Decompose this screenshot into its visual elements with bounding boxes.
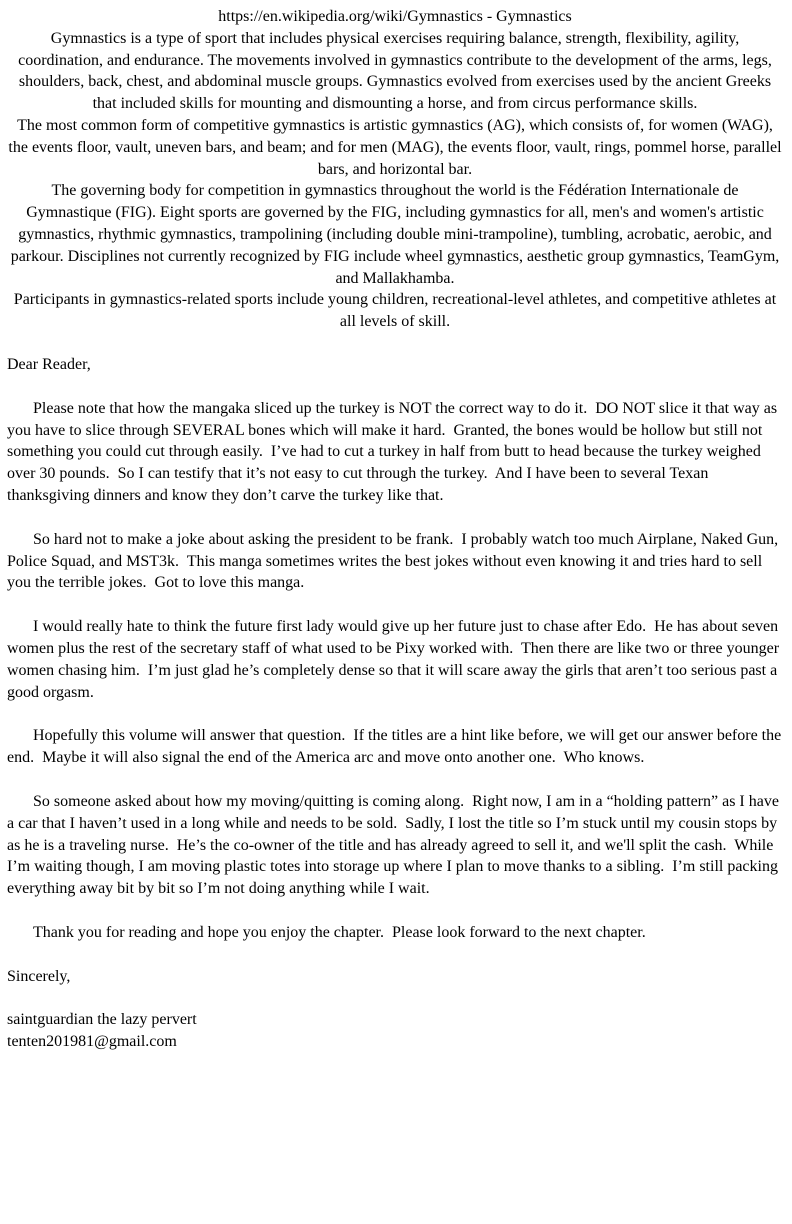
letter-paragraph-first-lady: I would really hate to think the future first lady would give up her future just to chase after Edo. He has about seven women plus the rest of the secretary staff of what used to be Pixy worked with. Then there are like two or three younger women chasing him. I’m just glad he’s completely dense so that it will scare away the girls that aren’t too serious past a good orgasm.: [7, 618, 784, 701]
wikipedia-excerpt: [7, 6, 786, 333]
author-letter: [7, 354, 786, 1053]
letter-paragraph-jokes: So hard not to make a joke about asking the president to be frank. I probably watch too much Airplane, Naked Gun, Police Squad, and MST3k. This manga sometimes writes the best jokes without even knowing it and tries hard to sell you the terrible jokes. Got to love this manga.: [7, 530, 783, 592]
wiki-paragraph-3: The governing body for competition in gymnastics throughout the world is the Fédération Internationale de Gymnastique (FIG). Eight sports are governed by the FIG, including gymnastics for all, men's and women's artistic gymnastics, rhythmic gymnastics, trampolining (including double mini-trampoline), tumbling, acrobatic, aerobic, and parkour. Disciplines not currently recognized by FIG include wheel gymnastics, aesthetic group gymnastics, TeamGym, and Mallakhamba.: [10, 182, 784, 287]
letter-paragraph-turkey: Please note that how the mangaka sliced up the turkey is NOT the correct way to do it. DO NOT slice it that way as you have to slice through SEVERAL bones which will make it hard. Granted, the bones would be hollow but still not something you could cut through easily. I’ve had to cut a turkey in half from butt to head because the turkey weighed over 30 pounds. So I can testify that it’s not easy to cut through the turkey. And I have been to several Texan thanksgiving dinners and know they don’t carve the turkey like that.: [7, 399, 782, 504]
closing: Sincerely,: [7, 967, 71, 985]
signature-email: tenten201981@gmail.com: [7, 1033, 177, 1051]
letter-paragraph-moving: So someone asked about how my moving/quitting is coming along. Right now, I am in a “holding pattern” as I have a car that I haven’t used in a long while and needs to be sold. Sadly, I lost the title so I’m stuck until my cousin stops by as he is a traveling nurse. He’s the co-owner of the title and has already agreed to sell it, and we'll split the cash. While I’m waiting though, I am moving plastic totes into storage up where I plan to move thanks to a sibling. I’m still packing everything away bit by bit so I’m not doing anything while I wait.: [7, 792, 783, 898]
wiki-paragraph-1: Gymnastics is a type of sport that includes physical exercises requiring balance, strength, flexibility, agility, coordination, and endurance. The movements involved in gymnastics contribute to the development of the arms, legs, shoulders, back, chest, and abdominal muscle groups. Gymnastics evolved from exercises used by the ancient Greeks that included skills for mounting and dismounting a horse, and from circus performance skills.: [18, 29, 776, 113]
letter-paragraph-thanks: Thank you for reading and hope you enjoy the chapter. Please look forward to the next chapter.: [33, 923, 646, 941]
wiki-paragraph-4: Participants in gymnastics-related sports include young children, recreational-level athletes, and competitive athletes at all levels of skill.: [13, 291, 781, 331]
signature-name: saintguardian the lazy pervert: [7, 1011, 197, 1029]
source-url-line: https://en.wikipedia.org/wiki/Gymnastics - Gymnastics: [218, 8, 572, 25]
letter-paragraph-volume: Hopefully this volume will answer that question. If the titles are a hint like before, we will get our answer before the end. Maybe it will also signal the end of the America arc and move onto another one. Who knows.: [7, 727, 786, 767]
salutation: Dear Reader,: [7, 355, 91, 373]
wiki-paragraph-2: The most common form of competitive gymnastics is artistic gymnastics (AG), which consists of, for women (WAG), the events floor, vault, uneven bars, and beam; and for men (MAG), the events floor, vault, rings, pommel horse, parallel bars, and horizontal bar.: [8, 116, 786, 178]
